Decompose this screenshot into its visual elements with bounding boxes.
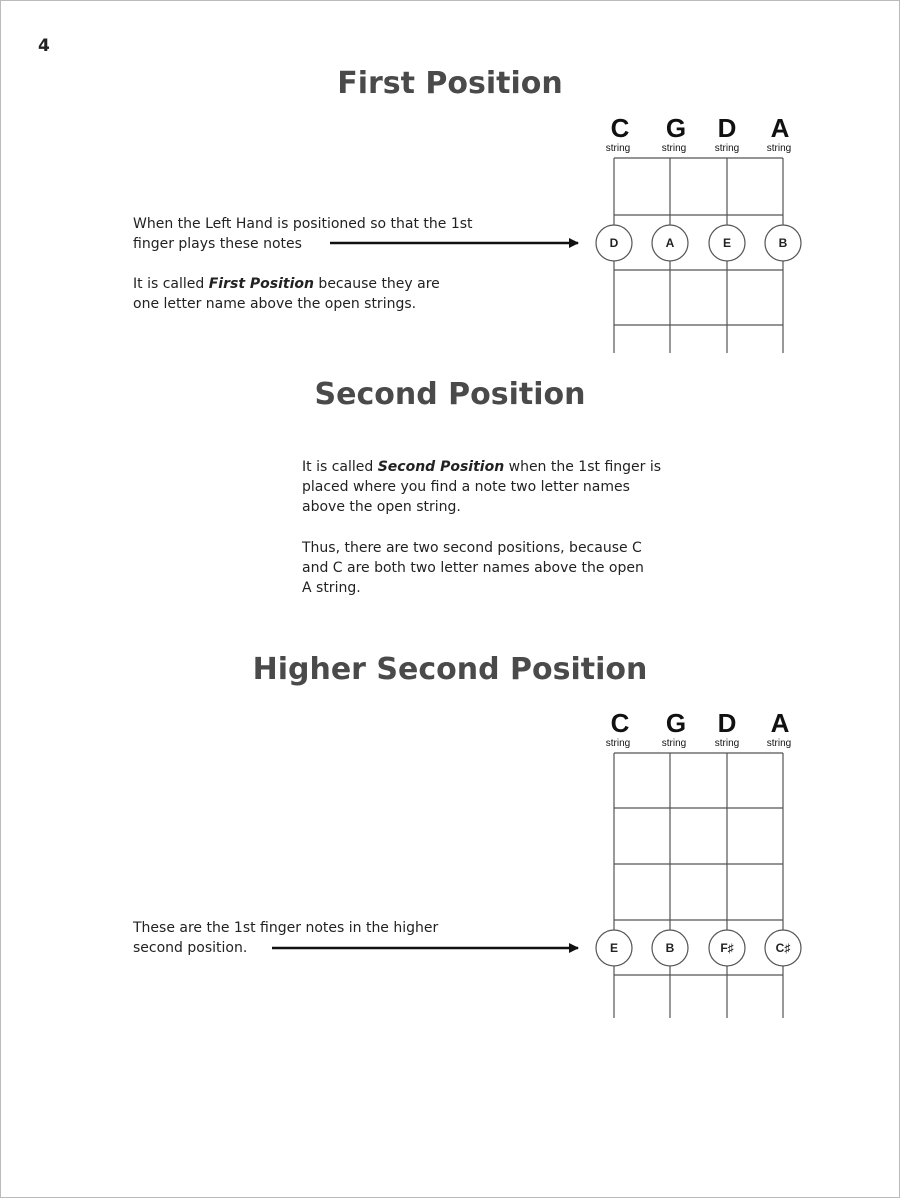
second-position-term: Second Position [377,459,505,475]
second-position-p1-line3: above the open string. [302,499,461,515]
string-word-a: string [766,738,792,749]
first-position-heading: First Position [337,66,563,101]
second-position-p2-line2: and C are both two letter names above the open [302,560,644,576]
fingerboard-grid [614,158,783,353]
second-position-heading: Second Position [314,377,586,412]
note-marker-1 [596,930,632,966]
string-label-c: C [610,113,630,143]
note-label: B [665,941,675,955]
first-position-fingerboard [580,110,820,360]
string-label-g: G [665,708,687,738]
note-label: E [609,941,619,955]
first-position-intro-line1: When the Left Hand is positioned so that the 1st [133,216,473,232]
first-position-intro-line2: finger plays these notes [133,236,302,252]
string-word-a: string [766,143,792,154]
note-marker-4 [765,930,801,966]
first-position-term: First Position [208,276,314,292]
string-label-g: G [665,113,687,143]
note-label: A [665,236,675,250]
string-word-c: string [605,143,631,154]
second-position-p2-line1: Thus, there are two second positions, because C [302,540,642,556]
note-marker-3 [709,225,745,261]
string-label-c: C [610,708,630,738]
higher-second-position-description [133,918,533,958]
note-label: C♯ [775,941,791,955]
higher-second-desc-line1: These are the 1st finger notes in the higher [133,920,439,936]
note-label: F♯ [720,941,734,955]
second-position-p1-prefix: It is called [302,459,378,475]
higher-second-desc-line2: second position. [133,940,248,956]
string-label-d: D [717,708,737,738]
note-label: E [722,236,732,250]
note-marker-2 [652,225,688,261]
fingerboard-grid [614,753,783,1018]
note-marker-4 [765,225,801,261]
higher-second-position-heading: Higher Second Position [252,652,648,687]
note-marker-1 [596,225,632,261]
string-label-a: A [770,113,790,143]
page-number: 4 [38,36,50,56]
note-marker-2 [652,930,688,966]
note-marker-3 [709,930,745,966]
note-label: B [778,236,788,250]
string-word-d: string [714,738,740,749]
second-position-p1-line2: placed where you find a note two letter names [302,479,630,495]
string-word-g: string [661,143,687,154]
string-word-c: string [605,738,631,749]
higher-second-position-fingerboard [580,705,820,1025]
string-label-a: A [770,708,790,738]
string-label-d: D [717,113,737,143]
first-position-reason-line2: one letter name above the open strings. [133,296,417,312]
string-word-d: string [714,143,740,154]
string-word-g: string [661,738,687,749]
first-position-reason-prefix: It is called [133,276,209,292]
first-position-reason-suffix: because they are [313,276,440,292]
second-position-explanation [302,538,682,598]
second-position-p2-line3: A string. [302,580,361,596]
second-position-p1-suffix: when the 1st finger is [504,459,662,475]
second-position-definition [302,457,682,517]
note-label: D [609,236,619,250]
